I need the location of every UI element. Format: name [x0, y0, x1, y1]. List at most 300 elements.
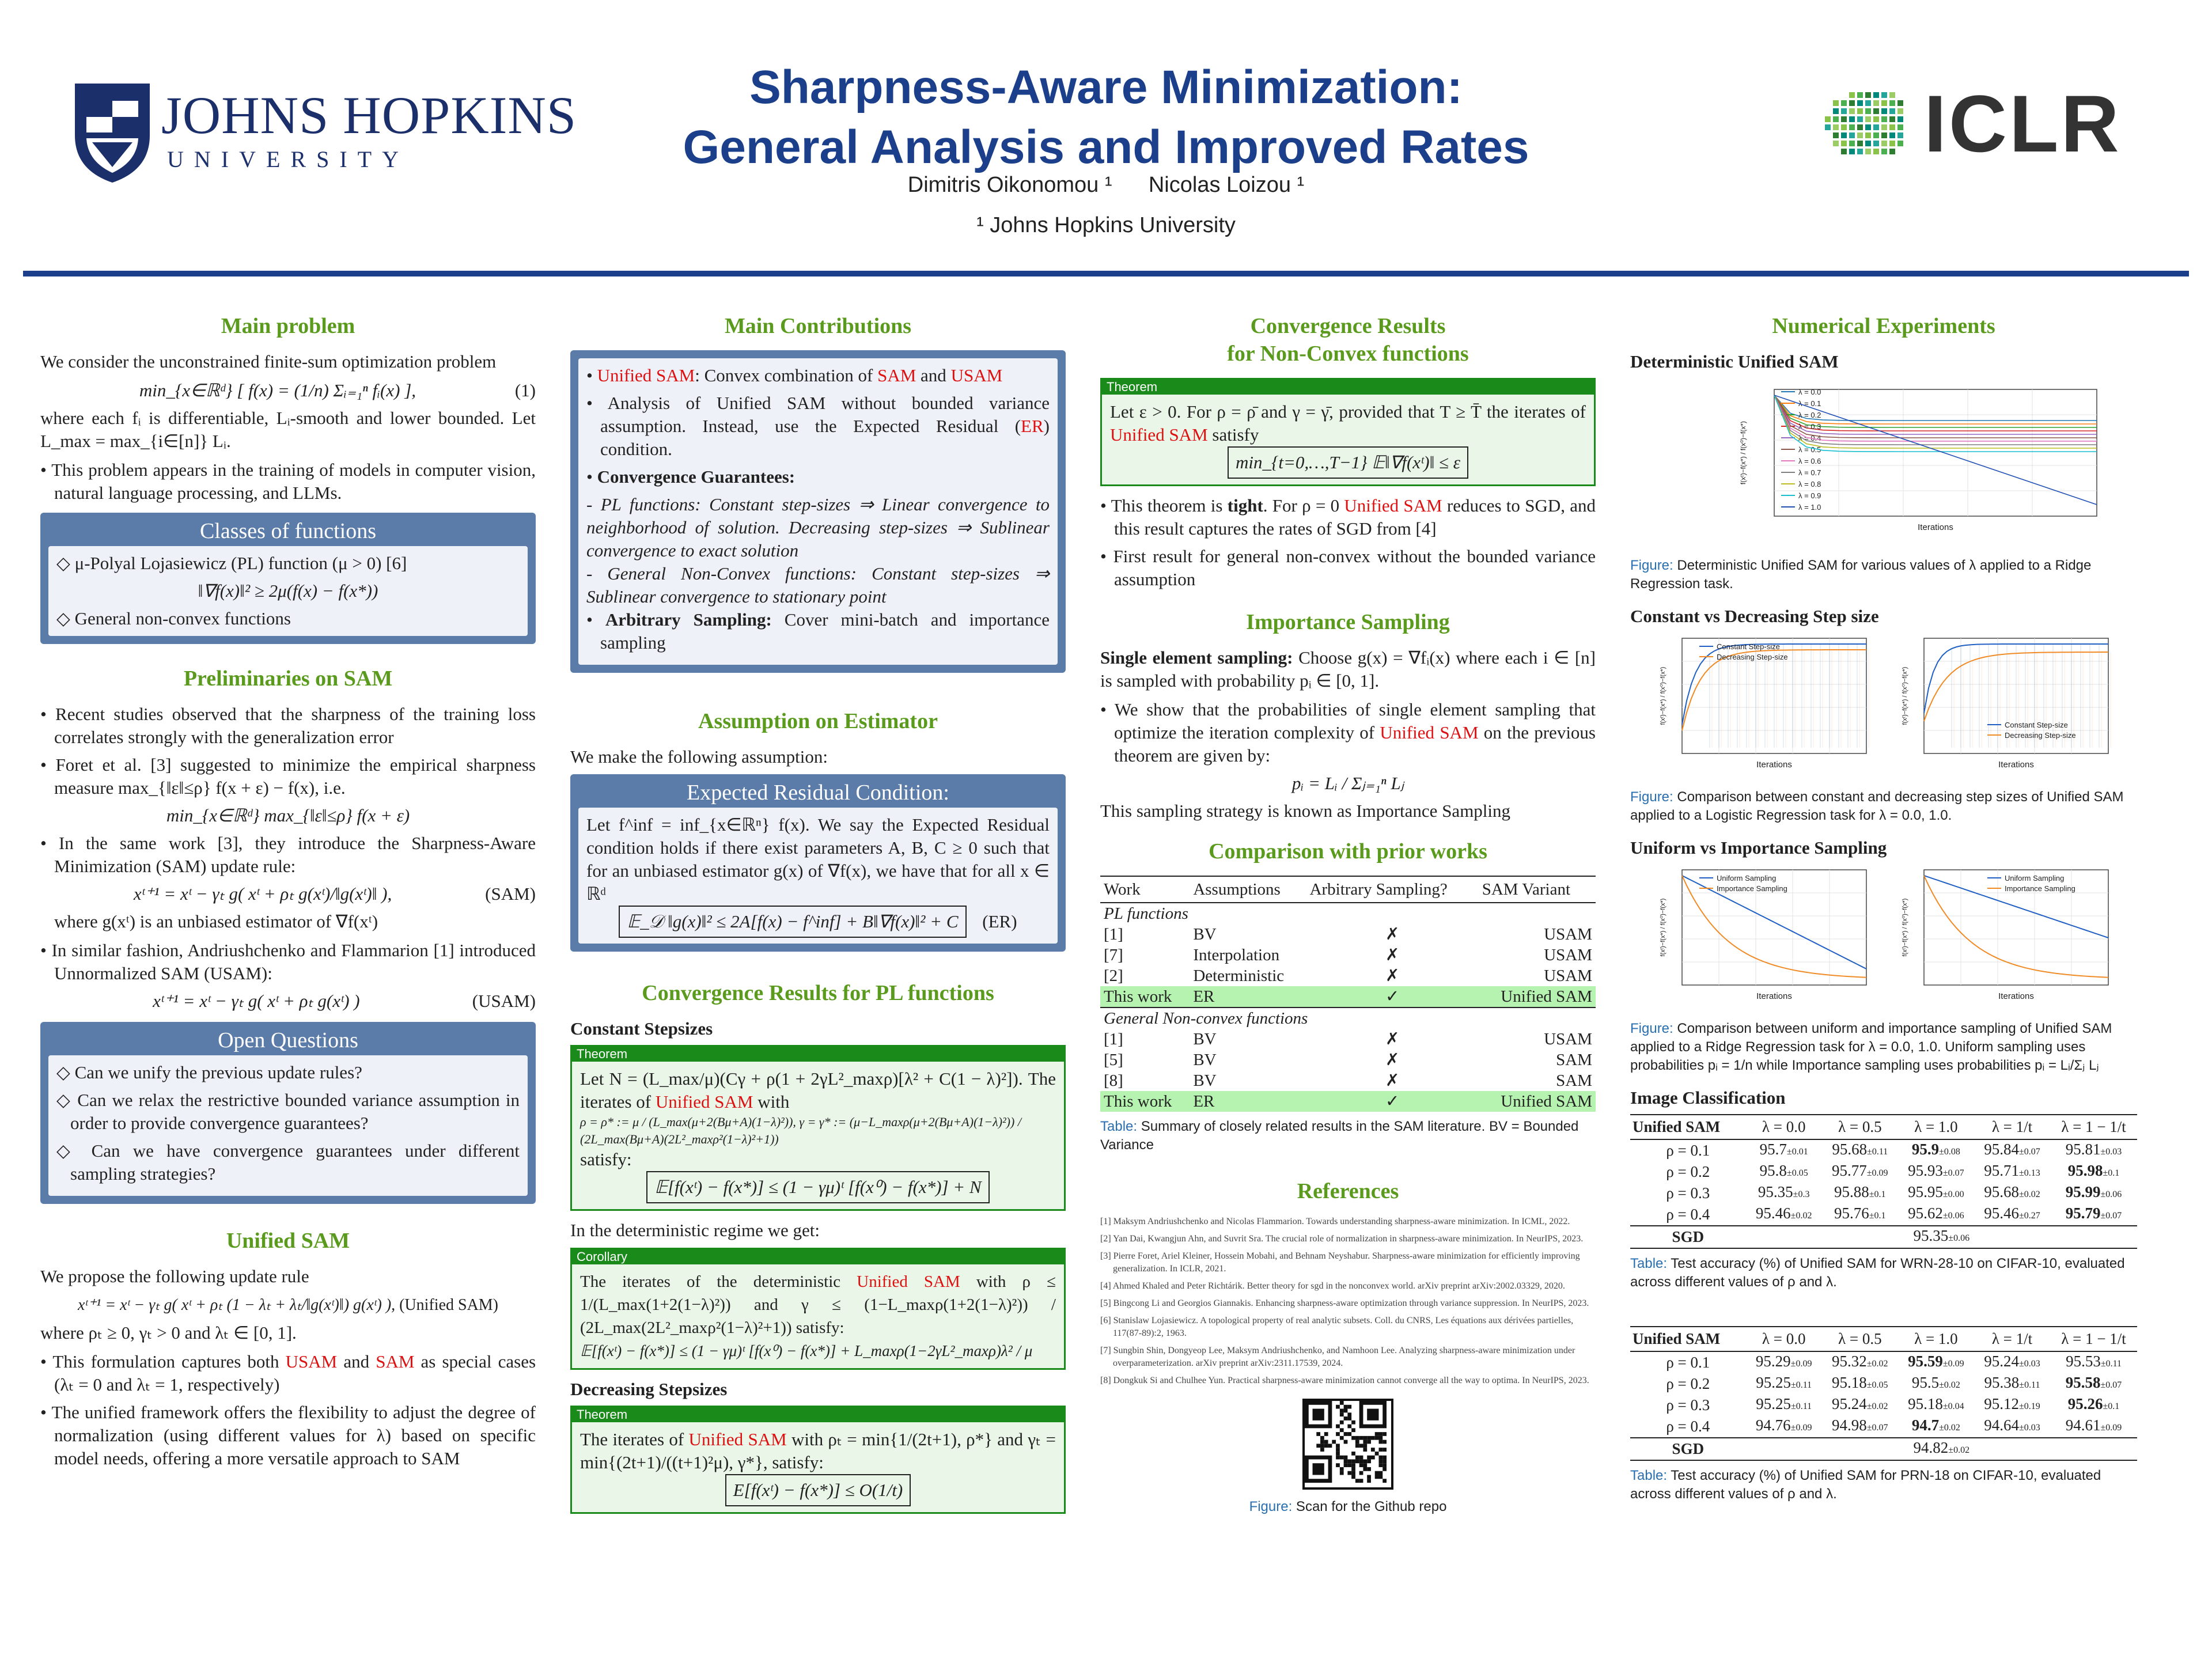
iclr-dot	[1873, 108, 1879, 114]
qr-module	[1344, 1440, 1348, 1444]
x-axis-label: Iterations	[1756, 760, 1792, 770]
qr-module	[1316, 1432, 1320, 1436]
table-cell: ρ = 0.3	[1666, 1184, 1710, 1202]
qr-finder-core	[1313, 1409, 1324, 1421]
qr-module	[1367, 1440, 1371, 1444]
qr-module	[1351, 1421, 1355, 1425]
qr-module	[1367, 1436, 1371, 1440]
qr-module	[1316, 1444, 1320, 1448]
qr-module	[1336, 1444, 1340, 1448]
iclr-dot	[1865, 92, 1871, 98]
y-axis-label: f(xᵗ)−f(x*) / f(x⁰)−f(x*)	[1660, 666, 1666, 725]
pl-theorem-box	[570, 1045, 1066, 1211]
qr-module	[1355, 1459, 1359, 1463]
iclr-dot	[1865, 100, 1871, 106]
legend-label: λ = 0.1	[1798, 399, 1821, 408]
contribution-2: • Analysis of Unified SAM without bounded variance assumption. Instead, use the Expected Residual (ER) condition.	[586, 393, 1050, 459]
table-cell: USAM	[1544, 967, 1592, 985]
qr-module	[1340, 1401, 1344, 1405]
table-cell: ✗	[1385, 946, 1400, 964]
er-condition-box	[570, 774, 1066, 952]
table-cell: 95.12±0.19	[1984, 1395, 2040, 1412]
table-cell: Interpolation	[1193, 946, 1280, 964]
reference-item: [3] Pierre Foret, Ariel Kleiner, Hossein Mobahi, and Behnam Neyshabur. Sharpness-aware minimization for efficiently improving generalization. In ICLR, 2021.	[1100, 1251, 1580, 1274]
qr-module	[1367, 1456, 1371, 1460]
qr-module	[1347, 1416, 1351, 1421]
iclr-dot	[1849, 149, 1855, 154]
prelim-bullet-3: • In the same work [3], they introduce the Sharpness-Aware Minimization (SAM) update rule:	[40, 833, 536, 876]
section-title-nonconvex-2: for Non-Convex functions	[1227, 342, 1469, 366]
iclr-dot	[1849, 116, 1855, 122]
iclr-dot	[1873, 132, 1879, 138]
poster-title-line1: Sharpness-Aware Minimization:	[749, 61, 1463, 113]
main-problem-text: We consider the unconstrained finite-sum optimization problem	[40, 351, 497, 372]
nonconvex-theorem-box	[1100, 378, 1596, 486]
iclr-dot	[1849, 141, 1855, 146]
table-cell: 95.7±0.01	[1759, 1141, 1808, 1158]
table-row	[1630, 1204, 2137, 1226]
legend-label: λ = 0.8	[1798, 480, 1821, 488]
sampling-caption: Figure: Comparison between uniform and importance sampling of Unified SAM applied to a Ridge Regression task for λ = 0.0, 1.0. Uniform sampling uses probabilities pᵢ = 1/n while Importance sampling uses probabilities pᵢ = Lᵢ/Σⱼ Lⱼ	[1630, 1021, 2112, 1073]
iclr-dot	[1873, 141, 1879, 146]
qr-module	[1340, 1456, 1344, 1460]
table-cell: 95.8±0.05	[1759, 1162, 1808, 1179]
unified-sam-equation: xᵗ⁺¹ = xᵗ − γₜ g( xᵗ + ρₜ (1 − λₜ + λₜ/‖g(xᵗ)‖) g(xᵗ) ), (Unified SAM)	[77, 1296, 499, 1314]
table-header: Unified SAM	[1630, 1327, 1746, 1351]
x-axis-label: Iterations	[1998, 760, 2034, 770]
x-axis-label: Iterations	[1998, 991, 2034, 1001]
qr-module	[1378, 1432, 1382, 1436]
iclr-dot	[1881, 141, 1887, 146]
deterministic-chart	[1630, 378, 2126, 551]
table-cell: USAM	[1544, 925, 1592, 944]
iclr-dot	[1833, 132, 1839, 138]
iclr-dot	[1873, 124, 1879, 130]
importance-equation: pᵢ = Lᵢ / Σⱼ₌₁ⁿ Lⱼ	[1291, 773, 1404, 793]
table-cell: ER	[1190, 1091, 1306, 1112]
qr-module	[1347, 1405, 1351, 1409]
prn-accuracy-table	[1630, 1326, 2137, 1461]
main-problem-bullet: • This problem appears in the training of models in computer vision, natural language processing, and LLMs.	[40, 460, 536, 503]
table-cell: ✗	[1385, 1030, 1400, 1048]
section-title-experiments: Numerical Experiments	[1772, 314, 1995, 338]
jhu-subtitle: UNIVERSITY	[167, 146, 409, 172]
qr-module	[1382, 1456, 1387, 1460]
iclr-dot	[1857, 116, 1863, 122]
table-cell: [5]	[1104, 1051, 1123, 1069]
iclr-dot	[1825, 116, 1831, 122]
iclr-dot	[1857, 100, 1863, 106]
column-4	[1630, 305, 2137, 1515]
legend-label: λ = 0.3	[1798, 422, 1821, 431]
table-row	[1100, 945, 1596, 965]
poster-header	[0, 0, 2212, 282]
iclr-dot	[1897, 141, 1903, 146]
qr-module	[1378, 1471, 1382, 1475]
legend-label: λ = 1.0	[1798, 503, 1821, 512]
iclr-dot	[1857, 149, 1863, 154]
iclr-dot	[1889, 124, 1895, 130]
table-cell: 95.46±0.27	[1984, 1205, 2040, 1222]
contribution-1: • Unified SAM: Convex combination of SAM and USAM	[586, 365, 1003, 385]
header-rule	[23, 271, 2189, 276]
decreasing-theorem-equation: E[f(xᵗ) − f(x*)] ≤ O(1/t)	[580, 1474, 1056, 1506]
unified-bullet-1: • This formulation captures both USAM and SAM as special cases (λₜ = 0 and λₜ = 1, respectively)	[40, 1351, 536, 1395]
qr-module	[1336, 1448, 1340, 1452]
table-cell: 95.68±0.11	[1832, 1141, 1888, 1158]
iclr-dot	[1889, 100, 1895, 106]
legend-label: Decreasing Step-size	[1717, 653, 1788, 661]
legend-label: λ = 0.7	[1798, 468, 1821, 477]
constant-stepsizes-heading: Constant Stepsizes	[570, 1018, 713, 1039]
contribution-3b: - General Non-Convex functions: Constant step-sizes ⇒ Sublinear convergence to stationary point	[586, 563, 1050, 607]
qr-module	[1363, 1444, 1367, 1448]
nonconvex-theorem-text: Let ε > 0. For ρ = ρ̄ and γ = γ̄, provided that T ≥ T̄ the iterates of Unified SAM satisfy	[1110, 402, 1586, 445]
column-3	[1100, 305, 1596, 1528]
table-cell: ρ = 0.1	[1666, 1354, 1710, 1371]
table-cell: Unified SAM	[1479, 986, 1596, 1007]
table-cell: ρ = 0.2	[1666, 1163, 1710, 1180]
section-title-importance: Importance Sampling	[1246, 610, 1450, 634]
qr-module	[1382, 1479, 1387, 1483]
comparison-table	[1100, 876, 1596, 1112]
iclr-dot	[1889, 149, 1895, 154]
table-cell: ✓	[1306, 986, 1479, 1007]
qr-module	[1344, 1409, 1348, 1413]
table-cell: ER	[1190, 986, 1306, 1007]
open-questions-box	[40, 1022, 536, 1204]
qr-module	[1378, 1440, 1382, 1444]
table-cell: 95.79±0.07	[2065, 1205, 2122, 1222]
qr-module	[1367, 1459, 1371, 1463]
poster-authors: Dimitris Oikonomou ¹ Nicolas Loizou ¹	[907, 173, 1305, 197]
qr-module	[1382, 1459, 1387, 1463]
classes-title: Classes of functions	[199, 519, 377, 543]
unified-params: where ρₜ ≥ 0, γₜ > 0 and λₜ ∈ [0, 1].	[40, 1323, 297, 1343]
table-row	[1100, 986, 1596, 1007]
qr-module	[1371, 1436, 1375, 1440]
table-cell: [2]	[1104, 967, 1123, 985]
qr-module	[1340, 1409, 1344, 1413]
prelim-bullet-2: • Foret et al. [3] suggested to minimize the empirical sharpness measure max_{‖ε‖≤ρ} f(x + ε) − f(x), i.e.	[40, 755, 536, 798]
table-header: SAM Variant	[1479, 876, 1596, 903]
pl-theorem-text: Let N = (L_max/μ)(Cγ + ρ(1 + 2γL²_maxρ)[λ² + C(1 − λ)²]). The iterates of Unified SAM with	[580, 1069, 1056, 1112]
table-row	[1630, 1395, 2137, 1416]
sampling-chart-lambda0	[1647, 864, 1878, 1014]
table-cell: 95.95±0.00	[1908, 1183, 1964, 1200]
iclr-dot	[1889, 132, 1895, 138]
er-condition-body: Let f^inf = inf_{x∈ℝⁿ} f(x). We say the Expected Residual condition holds if there exist parameters A, B, C ≥ 0 such that for an unbiased estimator g(x) of ∇f(x), we have that for all x ∈ ℝᵈ	[586, 815, 1050, 904]
legend-label: Constant Step-size	[1717, 642, 1780, 651]
table-cell: ρ = 0.2	[1666, 1375, 1710, 1392]
iclr-dot	[1841, 124, 1847, 130]
qr-module	[1363, 1448, 1367, 1452]
prelim-sharpness-equation: min_{x∈ℝᵈ} max_{‖ε‖≤ρ} f(x + ε)	[166, 805, 410, 825]
table-header: λ = 0.5	[1822, 1327, 1898, 1351]
main-problem-equation: min_{x∈ℝᵈ} [ f(x) = (1/n) Σᵢ₌₁ⁿ fᵢ(x) ], (1)	[139, 380, 536, 400]
qr-module	[1375, 1471, 1379, 1475]
iclr-dot	[1865, 132, 1871, 138]
table-cell: 95.25±0.11	[1756, 1395, 1812, 1412]
qr-module	[1371, 1456, 1375, 1460]
table-header: λ = 1.0	[1898, 1327, 1974, 1351]
qr-module	[1359, 1444, 1363, 1448]
iclr-dot	[1889, 92, 1895, 98]
image-classification-heading: Image Classification	[1630, 1088, 1786, 1108]
table-header: Assumptions	[1190, 876, 1306, 903]
qr-module	[1336, 1452, 1340, 1456]
reference-item: [5] Bingcong Li and Georgios Giannakis. Enhancing sharpness-aware optimization through variance suppression. In NeurIPS, 2023.	[1100, 1298, 1589, 1308]
prelim-estimator-text: where g(xᵗ) is an unbiased estimator of ∇f(xᵗ)	[54, 911, 378, 931]
table-cell: Unified SAM	[1479, 1091, 1596, 1112]
table-cell: 95.84±0.07	[1984, 1141, 2040, 1158]
nonconvex-theorem-equation: min_{t=0,…,T−1} 𝔼‖∇f(xᵗ)‖ ≤ ε	[1110, 446, 1586, 479]
qr-module	[1355, 1436, 1359, 1440]
table-cell: 95.98±0.1	[2067, 1162, 2120, 1179]
corollary-equation: 𝔼[f(xᵗ) − f(x*)] ≤ (1 − γμ)ᵗ [f(x⁰) − f(x*)] + L_maxρ(1−2γL²_maxρ)λ² / μ	[580, 1342, 1033, 1359]
corollary-box	[570, 1248, 1066, 1370]
open-question-3: ◇ Can we have convergence guarantees under different sampling strategies?	[56, 1141, 520, 1184]
table-cell: 95.71±0.13	[1984, 1162, 2040, 1179]
iclr-dot	[1833, 124, 1839, 130]
table-cell: [8]	[1104, 1071, 1123, 1090]
table-cell: [1]	[1104, 1030, 1123, 1048]
table-header: Work	[1100, 876, 1190, 903]
y-axis-label: f(xᵗ)−f(x*) / f(x⁰)−f(x*)	[1660, 898, 1666, 957]
section-title-unified-sam: Unified SAM	[226, 1229, 350, 1253]
github-qr-code[interactable]	[1302, 1399, 1393, 1490]
table-cell: [1]	[1104, 925, 1123, 944]
section-title-references: References	[1297, 1179, 1399, 1203]
qr-module	[1320, 1436, 1324, 1440]
qr-module	[1320, 1448, 1324, 1452]
table-cell: 95.18±0.05	[1832, 1374, 1888, 1391]
jhu-name: JOHNS HOPKINS	[161, 86, 577, 145]
importance-text: Single element sampling: Choose g(x) = ∇fᵢ(x) where each i ∈ [n] is sampled with probability pᵢ ∈ [0, 1].	[1100, 647, 1596, 691]
iclr-head-icon	[1803, 81, 1918, 167]
qr-code-icon	[1305, 1401, 1387, 1483]
contribution-3: • Convergence Guarantees:	[586, 467, 796, 487]
det-caption: Figure: Deterministic Unified SAM for various values of λ applied to a Ridge Regression task.	[1630, 558, 2092, 592]
qr-module	[1344, 1416, 1348, 1421]
table-header: λ = 0.5	[1822, 1115, 1898, 1139]
section-title-preliminaries: Preliminaries on SAM	[183, 666, 393, 691]
y-axis-label: f(xᵗ)−f(x*) / f(x⁰)−f(x*)	[1902, 898, 1908, 957]
legend-label: Importance Sampling	[1717, 884, 1787, 893]
qr-module	[1355, 1479, 1359, 1483]
qr-module	[1351, 1436, 1355, 1440]
er-condition-title: Expected Residual Condition:	[687, 781, 949, 805]
iclr-dot	[1833, 100, 1839, 106]
poster-affiliation: ¹ Johns Hopkins University	[976, 213, 1236, 237]
iclr-dot	[1849, 108, 1855, 114]
iclr-dot	[1841, 108, 1847, 114]
nonconvex-bullet-2: • First result for general non-convex without the bounded variance assumption	[1100, 546, 1596, 589]
table-cell: 95.26±0.1	[2067, 1395, 2120, 1412]
iclr-wordmark: ICLR	[1924, 78, 2122, 169]
legend-label: Importance Sampling	[2005, 884, 2075, 893]
qr-module	[1320, 1440, 1324, 1444]
legend-label: Decreasing Step-size	[2005, 731, 2076, 740]
table-cell: 95.62±0.06	[1908, 1205, 1964, 1222]
legend-label: λ = 0.0	[1798, 388, 1821, 396]
table-cell: 95.76±0.1	[1834, 1205, 1886, 1222]
qr-module	[1347, 1432, 1351, 1436]
qr-module	[1382, 1440, 1387, 1444]
iclr-dot	[1857, 132, 1863, 138]
contribution-4: • Arbitrary Sampling: Cover mini-batch and importance sampling	[586, 609, 1050, 653]
er-condition-equation: 𝔼_𝒟 ‖g(x)‖² ≤ 2A[f(x) − f^inf] + B‖∇f(x)‖² + C (ER)	[586, 906, 1050, 938]
sampling-chart-lambda1	[1889, 864, 2120, 1014]
iclr-dot	[1881, 108, 1887, 114]
nonconvex-bullet-1: • This theorem is tight. For ρ = 0 Unified SAM reduces to SGD, and this result captures the rates of SGD from [4]	[1100, 495, 1596, 539]
legend-label: Uniform Sampling	[1717, 874, 1777, 882]
qr-module	[1375, 1475, 1379, 1479]
iclr-dot	[1849, 92, 1855, 98]
importance-bullet: • We show that the probabilities of single element sampling that optimize the iteration complexity of Unified SAM on the previous theorem are given by:	[1100, 699, 1596, 766]
assumption-intro: We make the following assumption:	[570, 747, 828, 767]
prelim-bullet-4: • In similar fashion, Andriushchenko and Flammarion [1] introduced Unnormalized SAM (USAM):	[40, 940, 536, 983]
table-cell: [7]	[1104, 946, 1123, 964]
qr-module	[1382, 1467, 1387, 1471]
qr-module	[1367, 1475, 1371, 1479]
table-cell: 95.18±0.04	[1908, 1395, 1964, 1412]
iclr-dot	[1849, 100, 1855, 106]
legend-label: λ = 0.6	[1798, 457, 1821, 465]
classes-nonconvex: ◇ General non-convex functions	[56, 608, 291, 628]
deterministic-intro: In the deterministic regime we get:	[570, 1220, 820, 1240]
legend-label: Uniform Sampling	[2005, 874, 2065, 882]
table-cell: 95.38±0.11	[1984, 1374, 2040, 1391]
importance-note: This sampling strategy is known as Importance Sampling	[1100, 801, 1511, 821]
table-cell: ✗	[1385, 1051, 1400, 1069]
reference-item: [8] Dongkuk Si and Chulhee Yun. Practical sharpness-aware minimization cannot converge all the way to optima. In NeurIPS, 2023.	[1100, 1376, 1589, 1385]
table-cell: SAM	[1556, 1071, 1592, 1090]
iclr-dot	[1865, 116, 1871, 122]
open-question-1: ◇ Can we unify the previous update rules?	[56, 1062, 362, 1082]
qr-module	[1351, 1463, 1355, 1467]
iclr-dot	[1889, 108, 1895, 114]
qr-module	[1363, 1459, 1367, 1463]
qr-module	[1359, 1479, 1363, 1483]
unified-bullet-2: • The unified framework offers the flexibility to adjust the degree of normalization (using different values for λ) based on specific model needs, offering a more versatile approach to SAM	[40, 1402, 536, 1468]
qr-module	[1336, 1425, 1340, 1429]
qr-module	[1336, 1432, 1340, 1436]
table-header: λ = 1 − 1/t	[2050, 1115, 2137, 1139]
table-row	[1100, 1091, 1596, 1112]
iclr-dot	[1881, 132, 1887, 138]
iclr-dot	[1897, 132, 1903, 138]
qr-module	[1382, 1448, 1387, 1452]
iclr-dot	[1825, 124, 1831, 130]
qr-module	[1347, 1412, 1351, 1416]
y-axis-label: f(xᵗ)−f(x*) / f(x⁰)−f(x*)	[1902, 666, 1908, 725]
corollary-label: Corollary	[572, 1249, 1064, 1264]
qr-module	[1359, 1463, 1363, 1467]
iclr-dot	[1897, 116, 1903, 122]
iclr-dot	[1865, 149, 1871, 154]
table-header: Arbitrary Sampling?	[1306, 876, 1479, 903]
pl-theorem-satisfy: satisfy:	[580, 1149, 632, 1169]
iclr-dot	[1865, 141, 1871, 146]
qr-module	[1344, 1463, 1348, 1467]
x-axis-label: Iterations	[1918, 522, 1953, 532]
det-unified-heading: Deterministic Unified SAM	[1630, 351, 1839, 372]
qr-module	[1359, 1459, 1363, 1463]
qr-module	[1375, 1452, 1379, 1456]
wrn-table-caption: Table: Test accuracy (%) of Unified SAM for WRN-28-10 on CIFAR-10, evaluated across different values of ρ and λ.	[1630, 1256, 2125, 1290]
table-cell: 95.81±0.03	[2065, 1141, 2122, 1158]
qr-module	[1378, 1448, 1382, 1452]
sam-update-equation: xᵗ⁺¹ = xᵗ − γₜ g( xᵗ + ρₜ g(xᵗ)/‖g(xᵗ)‖ ), (SAM)	[133, 884, 536, 904]
qr-module	[1347, 1425, 1351, 1429]
section-title-pl-results: Convergence Results for PL functions	[642, 981, 994, 1005]
table-group-label: General Non-convex functions	[1100, 1007, 1596, 1029]
qr-module	[1344, 1456, 1348, 1460]
qr-module	[1328, 1444, 1332, 1448]
qr-module	[1332, 1440, 1336, 1444]
table-cell: BV	[1193, 1071, 1217, 1090]
x-axis-label: Iterations	[1756, 991, 1792, 1001]
table-cell: ρ = 0.4	[1666, 1206, 1710, 1223]
qr-module	[1382, 1432, 1387, 1436]
iclr-dot	[1889, 116, 1895, 122]
table-cell: ✗	[1385, 967, 1400, 985]
references-list	[1100, 1215, 1596, 1387]
iclr-dot	[1833, 108, 1839, 114]
table-cell: SGD	[1630, 1438, 1746, 1460]
qr-module	[1324, 1432, 1328, 1436]
table-cell: 95.35±0.06	[1746, 1226, 2137, 1248]
qr-module	[1340, 1471, 1344, 1475]
qr-finder-core	[1313, 1463, 1324, 1475]
iclr-dot	[1873, 100, 1879, 106]
table-row	[1630, 1161, 2137, 1183]
qr-module	[1340, 1428, 1344, 1432]
table-cell: 95.35±0.3	[1758, 1183, 1810, 1200]
table-cell: 95.93±0.07	[1908, 1162, 1964, 1179]
qr-module	[1340, 1436, 1344, 1440]
qr-module	[1375, 1436, 1379, 1440]
table-cell: 94.61±0.09	[2065, 1416, 2122, 1434]
qr-module	[1351, 1452, 1355, 1456]
qr-module	[1344, 1432, 1348, 1436]
prelim-bullet-1: • Recent studies observed that the sharpness of the training loss correlates strongly with the generalization error	[40, 704, 536, 747]
section-title-nonconvex-1: Convergence Results	[1250, 314, 1446, 338]
qr-module	[1378, 1456, 1382, 1460]
classes-box	[40, 513, 536, 644]
qr-module	[1344, 1405, 1348, 1409]
qr-module	[1367, 1467, 1371, 1471]
iclr-dot	[1833, 141, 1839, 146]
iclr-dot	[1857, 92, 1863, 98]
iclr-dot	[1873, 149, 1879, 154]
qr-module	[1375, 1432, 1379, 1436]
qr-module	[1378, 1463, 1382, 1467]
iclr-logo	[1803, 78, 2122, 169]
prn-table-caption: Table: Test accuracy (%) of Unified SAM for PRN-18 on CIFAR-10, evaluated across different values of ρ and λ.	[1630, 1468, 2101, 1502]
iclr-dot	[1873, 116, 1879, 122]
iclr-dot	[1857, 124, 1863, 130]
reference-item: [2] Yan Dai, Kwangjun Ahn, and Suvrit Sra. The crucial role of normalization in sharpness-aware minimization. In NeurIPS, 2023.	[1100, 1234, 1584, 1244]
qr-module	[1347, 1459, 1351, 1463]
step-size-chart-lambda1	[1889, 632, 2120, 782]
table-row	[1100, 1050, 1596, 1070]
table-cell: 95.24±0.02	[1832, 1395, 1888, 1412]
iclr-dot	[1833, 116, 1839, 122]
table-cell: 95.9±0.08	[1911, 1141, 1960, 1158]
reference-item: [6] Stanislaw Lojasiewicz. A topological property of real analytic subsets. Coll. du CNRS, Les équations aux dérivées partielles, 117(87-89):2, 1963.	[1100, 1316, 1574, 1338]
